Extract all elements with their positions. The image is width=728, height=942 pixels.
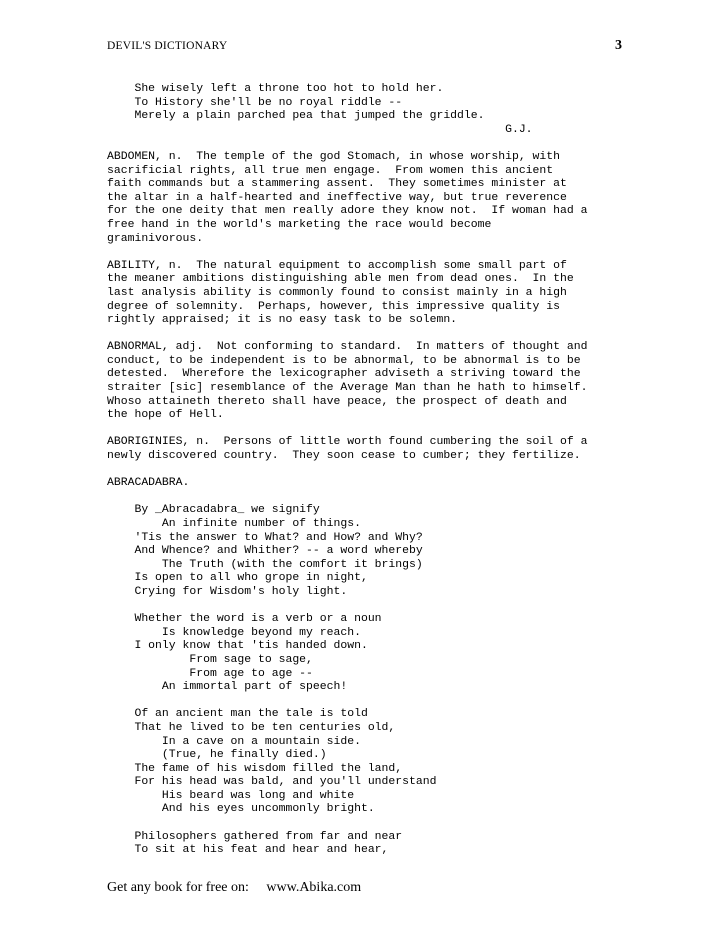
footer-promo-text: Get any book for free on: www.Abika.com: [107, 880, 362, 895]
page-body-text: She wisely left a throne too hot to hold her. To History she'll be no royal riddle -- Merely a plain parched pea that jumped the griddle. G.J. ABDOMEN, n. The temple of the god Stomach, in whose worship, with sacrificial rights, all true men engage. From women this ancient faith commands but a stammering assent. They sometimes minister at the altar in a half-hearted and ineffective way, but true reverence for the one deity that men really adore they know not. If woman had a free hand in the world's marketing the race would become graminivorous. ABILITY, n. The natural equipment to accomplish some small part of the meaner ambitions distinguishing able men from dead ones. In the last analysis ability is commonly found to consist mainly in a high degree of solemnity. Perhaps, however, this impressive quality is rightly appraised; it is no easy task to be solemn. ABNORMAL, adj. Not conforming to standard. In matters of thought and conduct, to be independent is to be abnormal, to be abnormal is to be detested. Wherefore the lexicographer adviseth a striving toward the straiter [sic] resemblance of the Average Man than he hath to himself. Whoso attaineth thereto shall have peace, the prospect of death and the hope of Hell. ABORIGINIES, n. Persons of little worth found cumbering the soil of a newly discovered country. They soon cease to cumber; they fertilize. ABRACADABRA. By _Abracadabra_ we signify An infinite number of things. 'Tis the answer to What? and How? and Why? And Whence? and Whither? -- a word whereby The Truth (with the comfort it brings) Is open to all who grope in night, Crying for Wisdom's holy light. Whether the word is a verb or a noun Is knowledge beyond my reach. I only know that 'tis handed down. From sage to sage, From age to age -- An immortal part of speech! Of an ancient man the tale is told That he lived to be ten centuries old, In a cave on a mountain side. (True, he finally died.) The fame of his wisdom filled the land, For his head was bald, and you'll understand His beard was long and white And his eyes uncommonly bright. Philosophers gathered from far and near To sit at his feat and hear and hear,: [107, 82, 588, 857]
running-header-title: DEVIL'S DICTIONARY: [107, 40, 228, 52]
page-number: 3: [615, 38, 622, 53]
